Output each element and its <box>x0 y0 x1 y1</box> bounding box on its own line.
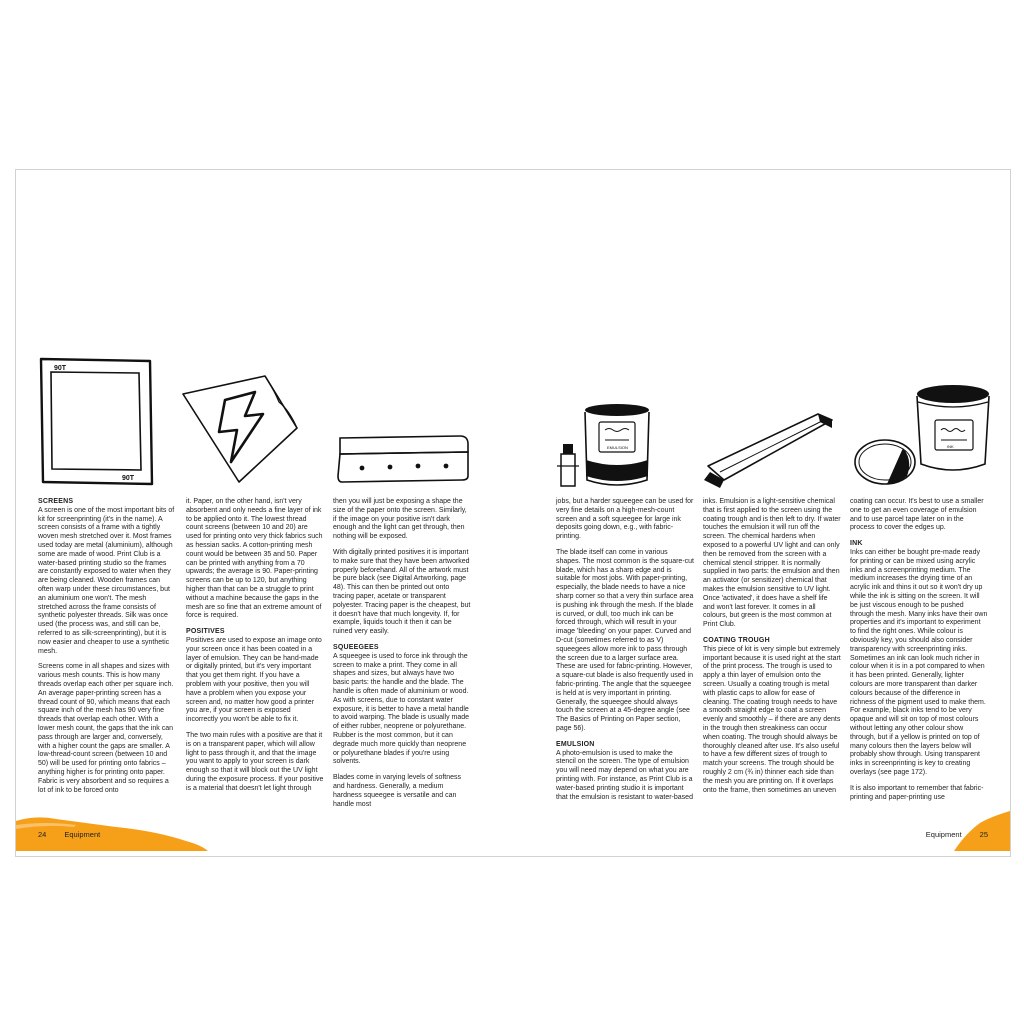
right-folio <box>926 830 988 839</box>
left-page <box>16 170 513 856</box>
paragraph: jobs, but a harder squeegee can be used for very fine details on a high-mesh-count screen and a soft squeegee for large ink deposits going down, e.g., with fabric-printing. <box>556 498 694 541</box>
screen-label-bottom: 90T <box>122 475 135 482</box>
right-column-2 <box>703 498 841 802</box>
paragraph: coating can occur. It's best to use a smaller one to get an even coverage of emulsion and to use parcel tape later on in the process to cover the edges up. <box>850 498 984 532</box>
heading-positives: POSITIVES <box>186 628 225 636</box>
page-number: 24 <box>38 830 47 839</box>
left-column-1 <box>38 498 176 802</box>
left-column-3 <box>333 498 471 816</box>
ink-tub-label: INK <box>947 444 954 449</box>
paragraph: Inks can either be bought pre-made ready for printing or can be mixed using acrylic inks and a screenprinting medium. The medium increases the drying time of an acrylic ink and thins it out so it won't dry up while the ink is sitting on the screen. It will be just viscous enough to be pushed through the mesh. Many inks have their own properties and it's important to experiment to find the right ones. While colour is obviously key, you should also consider transparency with screenprinting inks. Sometimes an ink can look much richer in colour when it is in a pot compared to when it has been printed. Generally, lighter colours are more transparent than darker colours because of the difference in richness of the pigment used to make them. For example, black inks tend to be very opaque and will sit on top of most colours without letting any other colour show through, but if a yellow is printed on top of many colours then the layers below will probably show through. Using transparent inks in screenprinting is key to creating overlays (see page 172). <box>850 548 988 776</box>
left-column-2 <box>186 498 324 801</box>
section-label: Equipment <box>925 830 962 839</box>
left-folio <box>38 830 100 839</box>
squeegee-illustration <box>334 432 474 486</box>
paragraph: A screen is one of the most important bits of kit for screenprinting (it's in the name). A screen consists of a frame with a tightly woven mesh stretched over it. Most frames used today are metal (aluminium), although some are made of wood. Print Club is a water-based printing studio so the frames are constantly exposed to water when they are being cleaned. Wooden frames can often warp under these circumstances, but an aluminium one won't. The mesh stretched across the frame consists of synthetic polyester threads. Silk was once used (the process was, and still can be, referred to as silk-screenprinting), but it is now easier and cheaper to use a synthetic mesh. <box>38 506 175 655</box>
paragraph: then you will just be exposing a shape the size of the paper onto the screen. Similarly, if the image on your positive isn't dark enough and the light can get through, then nothing will be exposed. <box>333 498 467 541</box>
heading-ink: INK <box>850 540 863 548</box>
paragraph: it. Paper, on the other hand, isn't very absorbent and only needs a fine layer of ink to be applied onto it. The lowest thread count screens (between 10 and 20) are used for printing onto very thick fabrics such as hessian sacks. A cotton-printing mesh count would be between 35 and 50. Paper can be printed with anything from a 70 upwards; the average is 90. Paper-printing screens can be up to 120, but anything higher than that can be a struggle to print without a machine because the gaps in the mesh are so fine that an extreme amount of force is required. <box>186 498 323 620</box>
paragraph: Screens come in all shapes and sizes with various mesh counts. This is how many threads overlap each other per square inch. An average paper-printing screen has a thread count of 90, which means that each square inch of the mesh has 90 very fine threads that overlap each other. With a lower mesh count, the gaps that the ink can pass through are larger and, conversely, with a higher count the gaps are smaller. A low-thread-count screen (between 10 and 50) will be used for printing onto fabrics – anything higher is for printing onto paper. Fabric is very absorbent and so requires a lot of ink to be forced onto <box>38 663 174 794</box>
paragraph: Blades come in varying levels of softness and hardness. Generally, a medium hardness squeegee is versatile and can handle most <box>333 774 462 808</box>
right-column-1 <box>556 498 694 809</box>
page-number: 25 <box>979 830 988 839</box>
screen-label-top: 90T <box>54 365 67 372</box>
screen-frame-illustration <box>38 356 158 488</box>
paragraph: Positives are used to expose an image onto your screen once it has been coated in a layer of emulsion. They can be hand-made or digitally printed, but it's very important that you get them right. If you have a problem with your positive, then you will have a problem when you expose your screen and, no matter how good a printer you are, if your screen is exposed incorrectly you won't be able to fix it. <box>186 636 322 724</box>
paragraph: With digitally printed positives it is important to make sure that they have been artworked properly beforehand. All of the artwork must be pure black (see Digital Artworking, page 48). This can then be printed out onto tracing paper, acetate or transparent polyester. Tracing paper is the cheapest, but it doesn't have that much longevity. If, for example, liquids touch it then it can be ruined very easily. <box>333 548 471 636</box>
ink-pot-illustration <box>851 380 1001 490</box>
heading-screens: SCREENS <box>38 498 74 505</box>
paragraph: The blade itself can come in various shapes. The most common is the square-cut blade, which has a sharp edge and is suitable for most jobs. With paper-printing, especially, the blade needs to have a nice sharp corner so that a very thin surface area is pushing ink through the mesh. If the blade is curved, or dull, too much ink can be forced through, which will result in your image 'bleeding' on your paper. Curved and D-cut (sometimes referred to as V) squeegees allow more ink to pass through the screen due to a larger surface area. These are used for fabric-printing. However, a square-cut blade is also frequently used in fabric-printing. The angle that the squeegee is held at is very important in printing. Generally, the squeegee should always touch the screen at a 45-degree angle (see The Basics of Printing on Paper section, page 56). <box>556 548 694 732</box>
coating-trough-illustration <box>698 410 838 490</box>
book-spread <box>15 169 1011 857</box>
heading-emulsion: EMULSION <box>556 740 595 748</box>
paragraph: A photo-emulsion is used to make the stencil on the screen. The type of emulsion you will need may depend on what you are printing with. For instance, as Print Club is a water-based printing studio it is important that the emulsion is resistant to water-based <box>556 749 693 801</box>
section-label: Equipment <box>64 830 101 839</box>
paragraph: A squeegee is used to force ink through the screen to make a print. They come in all shapes and sizes, but always have two basic parts: the handle and the blade. The handle is often made of aluminium or wood. As with screens, due to constant water exposure, it is better to have a metal handle to avoid warping. The blade is usually made of either rubber, neoprene or polyurethane. Rubber is the most common, but it can degrade much more quickly than neoprene or polyurethane blades if you're using solvents. <box>333 652 470 766</box>
paragraph: It is also important to remember that fabric-printing and paper-printing use <box>850 784 984 801</box>
right-page <box>513 170 1010 856</box>
paragraph: inks. Emulsion is a light-sensitive chemical that is first applied to the screen using the coating trough and is then left to dry. If water touches the emulsion it will run off the screen. The chemical hardens when exposed to a powerful UV light and can only then be removed from the screen with a chemical stencil stripper. It is normally supplied in two parts: the emulsion and then an activator (or sensitizer) chemical that makes the emulsion sensitive to UV light. Once 'activated', it does have a shelf life and won't last forever. It comes in all colours, but green is the most common at Print Club. <box>703 498 841 629</box>
emulsion-tub-label: EMULSION <box>607 445 628 450</box>
emulsion-illustration <box>553 400 663 490</box>
paragraph: The two main rules with a positive are that it is on a transparent paper, which will allow light to pass through it, and that the image you want to apply to your screen is dark enough so that it will block out the UV light during the exposure process. If your positive is a material that doesn't let light through <box>186 731 324 792</box>
paragraph: This piece of kit is very simple but extremely important because it is used right at the start of the print process. The trough is used to apply a thin layer of emulsion onto the screen. Usually a coating trough is metal with plastic caps to allow for ease of cleaning. The coating trough needs to have a smooth straight edge to coat a screen evenly and smoothly – if there are any dents in the trough then streakiness can occur when coating. The trough should always be thoroughly cleaned after use. It's also useful to have a few different sizes of trough to match your screens. The trough should be roughly 2 cm (¾ in) thinner each side than the mesh you are printing on. If it overlaps onto the frame, then sometimes an uneven <box>703 645 841 794</box>
heading-squeegees: SQUEEGEES <box>333 643 379 651</box>
positive-illustration <box>179 370 309 486</box>
heading-coating-trough: COATING TROUGH <box>703 636 770 644</box>
right-column-3 <box>850 498 988 809</box>
